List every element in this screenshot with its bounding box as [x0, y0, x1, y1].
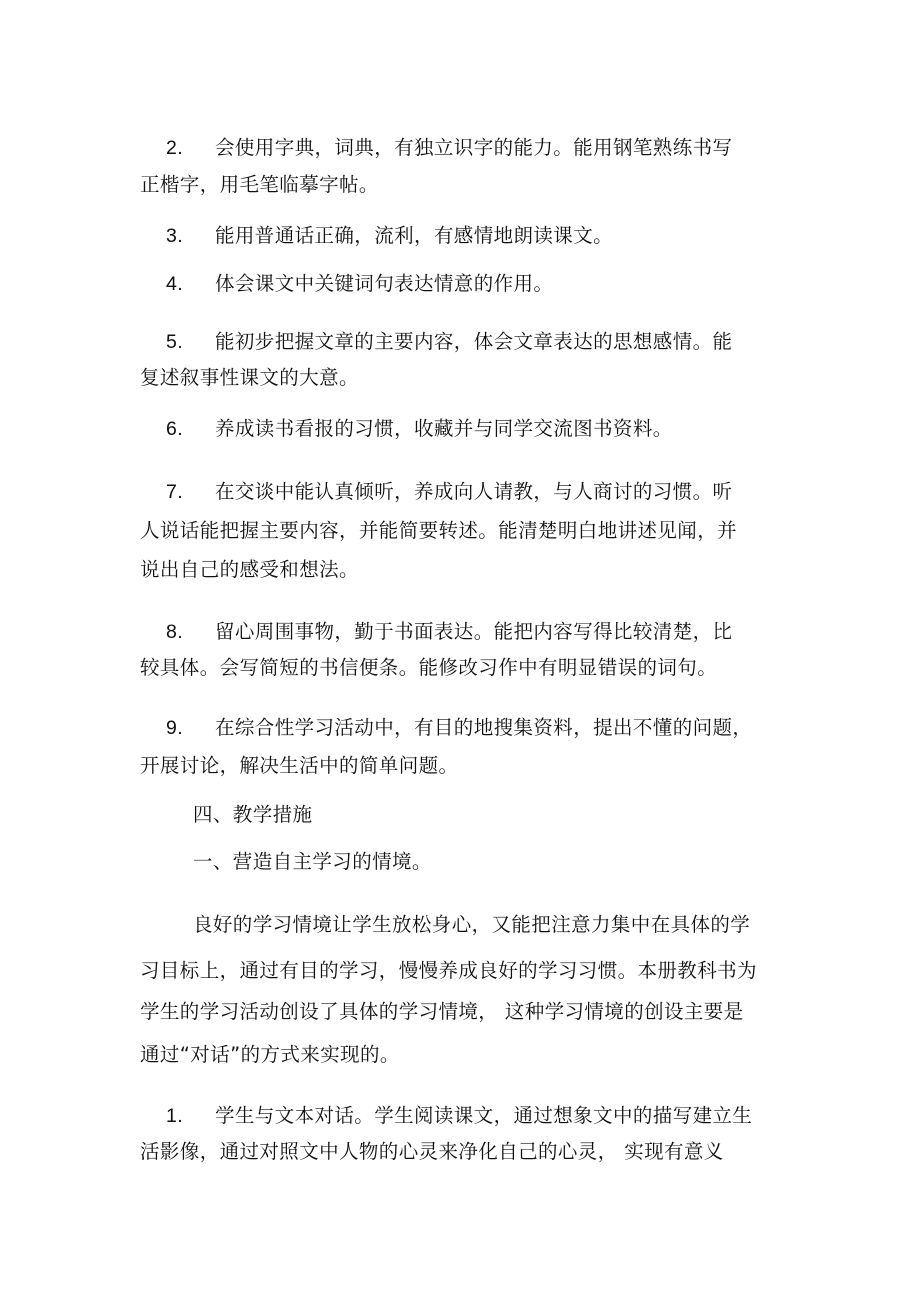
- section-heading: 四、教学措施: [193, 803, 313, 826]
- item-text: 养成读书看报的习惯，收藏并与同学交流图书资料。: [215, 417, 673, 440]
- item-text: 在交谈中能认真倾听，养成向人请教，与人商讨的习惯。听: [215, 480, 733, 503]
- sub-heading: 一、营造自主学习的情境。: [193, 850, 432, 873]
- item-number: 6.: [166, 418, 184, 440]
- item-text: 能初步把握文章的主要内容，体会文章表达的思想感情。能: [215, 330, 733, 353]
- item-text: 能用普通话正确，流利，有感情地朗读课文。: [215, 224, 614, 247]
- paragraph-line: 通过“对话”的方式来实现的。: [140, 1043, 400, 1066]
- item-text: 学生与文本对话。学生阅读课文，通过想象文中的描写建立生: [215, 1104, 753, 1127]
- item-number: 5.: [166, 331, 184, 353]
- item-number: 7.: [166, 481, 184, 503]
- list-item-1-cont: 活影像，通过对照文中人物的心灵来净化自己的心灵， 实现有意义: [140, 1140, 724, 1163]
- item-number: 1.: [166, 1105, 184, 1127]
- item-number: 4.: [166, 273, 184, 295]
- paragraph-line: 习目标上，通过有目的学习，慢慢养成良好的学习习惯。本册教科书为: [140, 959, 757, 982]
- list-item-5-cont: 复述叙事性课文的大意。: [140, 366, 359, 389]
- item-number: 9.: [166, 717, 184, 739]
- item-text: 会使用字典，词典，有独立识字的能力。能用钢笔熟练书写: [215, 136, 733, 159]
- item-number: 3.: [166, 225, 184, 247]
- paragraph-line: 良好的学习情境让学生放松身心，又能把注意力集中在具体的学: [193, 913, 751, 936]
- item-number: 8.: [166, 621, 184, 643]
- list-item-2-cont: 正楷字，用毛笔临摹字帖。: [140, 173, 379, 196]
- list-item-9-cont: 开展讨论，解决生活中的简单问题。: [140, 754, 459, 777]
- list-item-8-cont: 较具体。会写简短的书信便条。能修改习作中有明显错误的词句。: [140, 656, 718, 679]
- paragraph-line: 学生的学习活动创设了具体的学习情境， 这种学习情境的创设主要是: [140, 1000, 744, 1023]
- item-number: 2.: [166, 137, 184, 159]
- item-text: 体会课文中关键词句表达情意的作用。: [215, 272, 554, 295]
- list-item-7-cont: 人说话能把握主要内容，并能简要转述。能清楚明白地讲述见闻，并: [140, 519, 738, 542]
- list-item-7-cont: 说出自己的感受和想法。: [140, 558, 359, 581]
- item-text: 留心周围事物，勤于书面表达。能把内容写得比较清楚，比: [215, 620, 733, 643]
- item-text: 在综合性学习活动中，有目的地搜集资料，提出不懂的问题，: [215, 716, 753, 739]
